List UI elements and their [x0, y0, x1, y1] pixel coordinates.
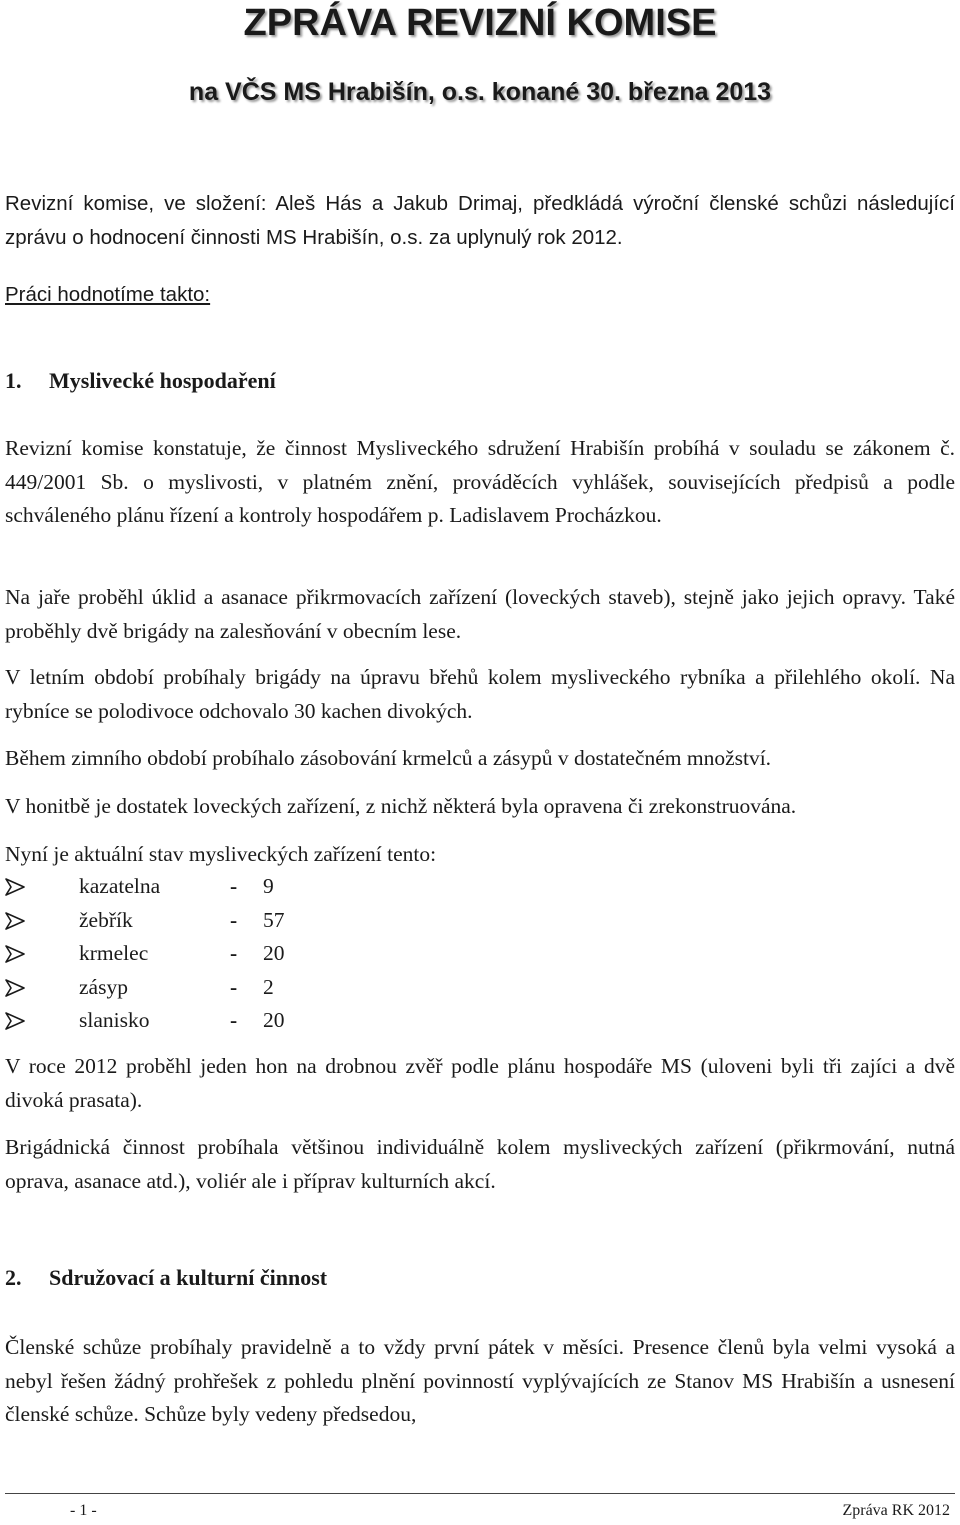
facility-dash: -	[230, 974, 238, 999]
arrow-bullet-icon	[5, 945, 25, 963]
intro-paragraph: Revizní komise, ve složení: Aleš Hás a Jakub Drimaj, předkládá výroční členské schůzi následující zprávu o hodnocení činnosti MS Hrabišín, o.s. za uplynulý rok 2012.	[5, 192, 955, 249]
facility-name: krmelec	[79, 941, 149, 965]
facility-name: zásyp	[79, 974, 128, 999]
facility-name: kazatelna	[79, 874, 161, 898]
evaluation-label: Práci hodnotíme takto:	[5, 283, 211, 306]
arrow-bullet-icon	[5, 979, 25, 997]
facility-name: žebřík	[79, 907, 133, 932]
section-1-paragraph-1: Revizní komise konstatuje, že činnost Mysliveckého sdružení Hrabišín probíhá v souladu se zákonem č. 449/2001 Sb. o myslivosti, v platném znění, prováděcích vyhlášek, souvisejících předpisů a podle schváleného plánu řízení a kontroly hospodářem p. Ladislavem Procházkou.	[5, 436, 955, 527]
section-1-paragraph-5: V honitbě je dostatek loveckých zařízení, z nichž některá byla opravena či zrekonstruována.	[5, 794, 797, 818]
section-1-title: Myslivecké hospodaření	[49, 368, 276, 393]
section-2-heading	[5, 1265, 327, 1291]
arrow-bullet-icon	[5, 878, 25, 896]
facility-count: 20	[263, 1008, 285, 1032]
section-1-paragraph-6: Nyní je aktuální stav mysliveckých zařízení tento:	[5, 842, 437, 866]
section-2-title: Sdružovací a kulturní činnost	[49, 1265, 328, 1290]
page-number: - 1 -	[70, 1502, 97, 1519]
section-1-paragraph-8: Brigádnická činnost probíhala většinou individuálně kolem mysliveckých zařízení (přikrmování, nutná oprava, asanace atd.), voliér ale i příprav kulturních akcí.	[5, 1135, 955, 1193]
document-title: ZPRÁVA REVIZNÍ KOMISE	[243, 2, 717, 44]
facility-name: slanisko	[79, 1008, 150, 1032]
facility-count: 20	[263, 941, 285, 965]
section-2-number: 2.	[5, 1265, 22, 1290]
footer-document-name: Zpráva RK 2012	[842, 1502, 950, 1519]
facility-count: 57	[263, 907, 285, 932]
footer-divider	[5, 1493, 955, 1494]
facility-dash: -	[230, 907, 238, 932]
section-1-paragraph-4: Během zimního období probíhalo zásobování krmelců a zásypů v dostatečném množství.	[5, 746, 772, 770]
section-1-paragraph-2: Na jaře proběhl úklid a asanace přikrmovacích zařízení (loveckých staveb), stejně jako jejich opravy. Také proběhly dvě brigády na zalesňování v obecním lese.	[5, 585, 955, 643]
section-1-heading	[5, 368, 276, 394]
facility-dash: -	[230, 874, 238, 898]
evaluation-label-wrap	[5, 278, 955, 312]
arrow-bullet-icon	[5, 912, 25, 930]
facility-count: 9	[263, 874, 274, 898]
section-1-paragraph-3: V letním období probíhaly brigády na úpravu břehů kolem mysliveckého rybníka a přilehlého okolí. Na rybníce se polodivoce odchovalo 30 kachen divokých.	[5, 665, 955, 723]
arrow-bullet-icon	[5, 1012, 25, 1030]
document-subtitle: na VČS MS Hrabišín, o.s. konané 30. března 2013	[188, 78, 772, 106]
section-2-paragraph-1: Členské schůze probíhaly pravidelně a to vždy první pátek v měsíci. Presence členů byla velmi vysoká a nebyl řešen žádný prohřešek z pohledu plnění povinností vyplývajících ze Stanov MS Hrabišín a usnesení členské schůze. Schůze byly vedeny předsedou,	[5, 1335, 955, 1426]
facility-dash: -	[230, 1008, 238, 1032]
section-1-paragraph-7: V roce 2012 proběhl jeden hon na drobnou zvěř podle plánu hospodáře MS (uloveni byli tři zajíci a dvě divoká prasata).	[5, 1054, 955, 1112]
section-1-number: 1.	[5, 368, 22, 393]
facility-dash: -	[230, 941, 238, 965]
facility-count: 2	[263, 974, 274, 999]
